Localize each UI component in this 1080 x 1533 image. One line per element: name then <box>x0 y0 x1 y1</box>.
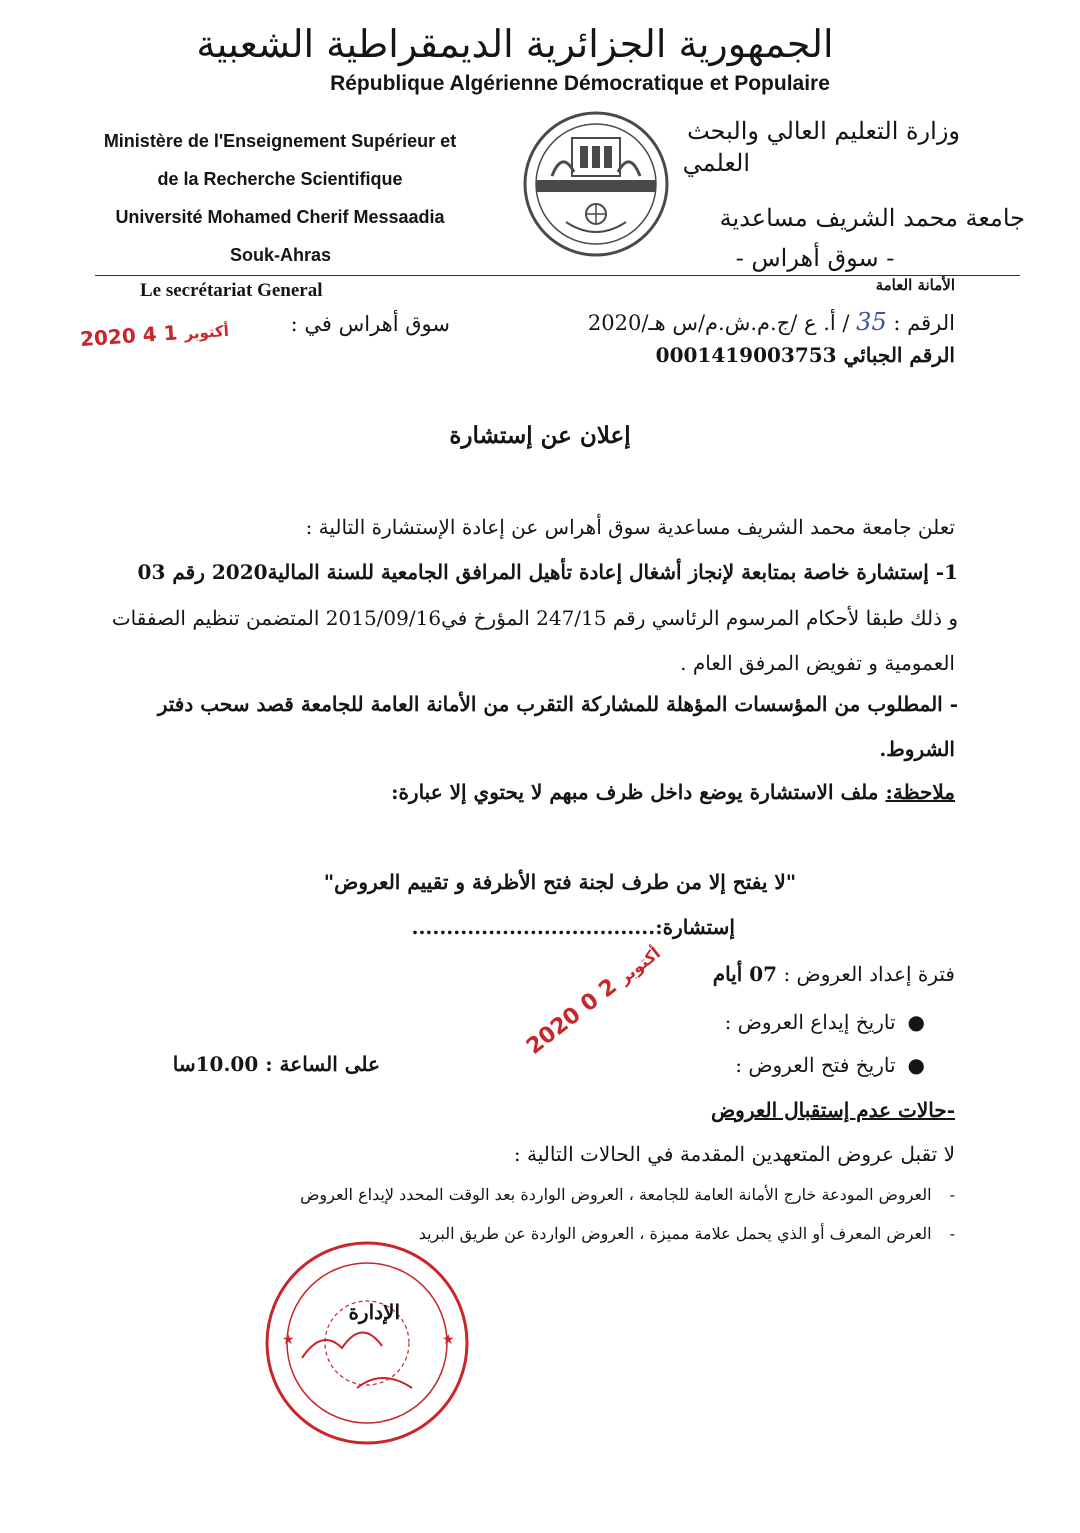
ministry-fr <box>60 122 500 274</box>
period-label: فترة إعداد العروض : <box>777 962 955 986</box>
place-date-label: سوق أهراس في : <box>290 312 450 336</box>
ministry-ar-line2: العلمي <box>682 149 750 177</box>
consultation-item-1: 1- إستشارة خاصة بمتابعة لإنجاز أشغال إعادة تأهيل المرافق الجامعية للسنة المالية2020 رقم 03 <box>137 560 958 584</box>
svg-text:★: ★ <box>282 1332 295 1348</box>
opening-date-label: تاريخ فتح العروض : <box>735 1053 896 1077</box>
ref-suffix: / أ. ع /ج.م.ش.م/س هـ/2020 <box>587 311 850 335</box>
envelope-quote: "لا يفتح إلا من طرف لجنة فتح الأظرفة و تقييم العروض" <box>323 870 797 894</box>
opening-time <box>170 1052 380 1076</box>
republic-title-ar: الجمهورية الجزائرية الديمقراطية الشعبية <box>196 22 834 66</box>
stamp-date-year: 2020 <box>79 323 137 352</box>
tax-id-label: الرقم الجبائي <box>843 343 955 367</box>
refusal-case-1 <box>200 1185 955 1204</box>
deposit-date-label: تاريخ إيداع العروض : <box>724 1010 896 1034</box>
opening-date <box>600 1053 925 1077</box>
signature-label: الإدارة <box>348 1300 400 1324</box>
ministry-fr-line1: Ministère de l'Enseignement Supérieur et <box>103 131 457 151</box>
bullet-icon: ● <box>907 1010 925 1034</box>
time-label: على الساعة : <box>258 1052 380 1076</box>
ministry-ar <box>680 115 960 179</box>
stamp-date-day: 2 0 <box>576 973 622 1018</box>
bullet-icon: ● <box>907 1053 925 1077</box>
intro-paragraph: تعلن جامعة محمد الشريف مساعدية سوق أهراس عن إعادة الإستشارة التالية : <box>305 515 955 539</box>
tax-id-value: 0001419003753 <box>655 343 837 367</box>
city-fr: Souk-Ahras <box>230 245 332 265</box>
refusal-case-1-text: العروض المودعة خارج الأمانة العامة للجامعة ، العروض الواردة بعد الوقت المحدد لإيداع العروض <box>300 1185 932 1204</box>
refusal-case-2-text: العرض المعرف أو الذي يحمل علامة مميزة ، العروض الواردة عن طريق البريد <box>418 1224 932 1243</box>
note <box>300 780 955 804</box>
note-label: ملاحظة: <box>885 780 955 804</box>
requirement-line2: الشروط. <box>879 737 955 761</box>
svg-text:★: ★ <box>442 1332 455 1348</box>
ref-handwritten-number: 35 <box>856 308 887 336</box>
consult-dots: ................................... <box>411 915 656 939</box>
legal-basis-line2: العمومية و تفويض المرفق العام . <box>680 651 955 675</box>
stamp-date-opening <box>522 940 665 1060</box>
stamp-date-month: أكتوبر <box>183 321 230 343</box>
place-date <box>79 310 450 360</box>
period-value: 07 أيام <box>712 962 778 986</box>
ministry-fr-line2: de la Recherche Scientifique <box>157 169 403 189</box>
refusal-title <box>600 1098 955 1122</box>
time-value: 10.00سا <box>172 1052 259 1076</box>
republic-title-fr: République Algérienne Démocratique et Populaire <box>330 72 830 95</box>
deposit-date <box>600 1010 925 1034</box>
university-ar: جامعة محمد الشريف مساعدية <box>719 204 1025 232</box>
stamp-date-year: 2020 <box>522 1002 586 1060</box>
refusal-title-text: -حالات عدم إستقبال العروض <box>711 1098 955 1122</box>
ref-label: الرقم : <box>893 311 955 335</box>
stamp-date-received <box>79 317 229 351</box>
ministry-ar-line1: وزارة التعليم العالي والبحث <box>687 117 960 145</box>
consultation-field <box>300 915 735 939</box>
university-fr: Université Mohamed Cherif Messaadia <box>115 207 445 227</box>
dash-icon: - <box>949 1185 955 1204</box>
consult-label: إستشارة: <box>655 915 735 939</box>
city-ar: - سوق أهراس - <box>735 244 895 272</box>
refusal-intro: لا تقبل عروض المتعهدين المقدمة في الحالات التالية : <box>513 1142 955 1166</box>
secretariat-fr: Le secrétariat General <box>140 280 323 301</box>
document-title: إعلان عن إستشارة <box>449 422 631 449</box>
university-seal-logo <box>522 110 670 258</box>
stamp-date-day: 1 4 <box>141 320 179 347</box>
note-text: ملف الاستشارة يوضع داخل ظرف مبهم لا يحتوي إلا عبارة: <box>391 780 886 804</box>
official-round-stamp <box>262 1238 472 1448</box>
stamp-date-month: أكتوبر <box>614 943 664 988</box>
requirement-line1: - المطلوب من المؤسسات المؤهلة للمشاركة التقرب من الأمانة العامة للجامعة قصد سحب دفتر <box>157 692 958 716</box>
legal-basis-line1: و ذلك طبقا لأحكام المرسوم الرئاسي رقم 247/15 المؤرخ في2015/09/16 المتضمن تنظيم الصفقات <box>111 606 958 630</box>
reference-number <box>587 308 955 336</box>
secretariat-ar: الأمانة العامة <box>875 276 955 294</box>
dash-icon: - <box>949 1224 955 1243</box>
tax-id <box>640 343 955 367</box>
